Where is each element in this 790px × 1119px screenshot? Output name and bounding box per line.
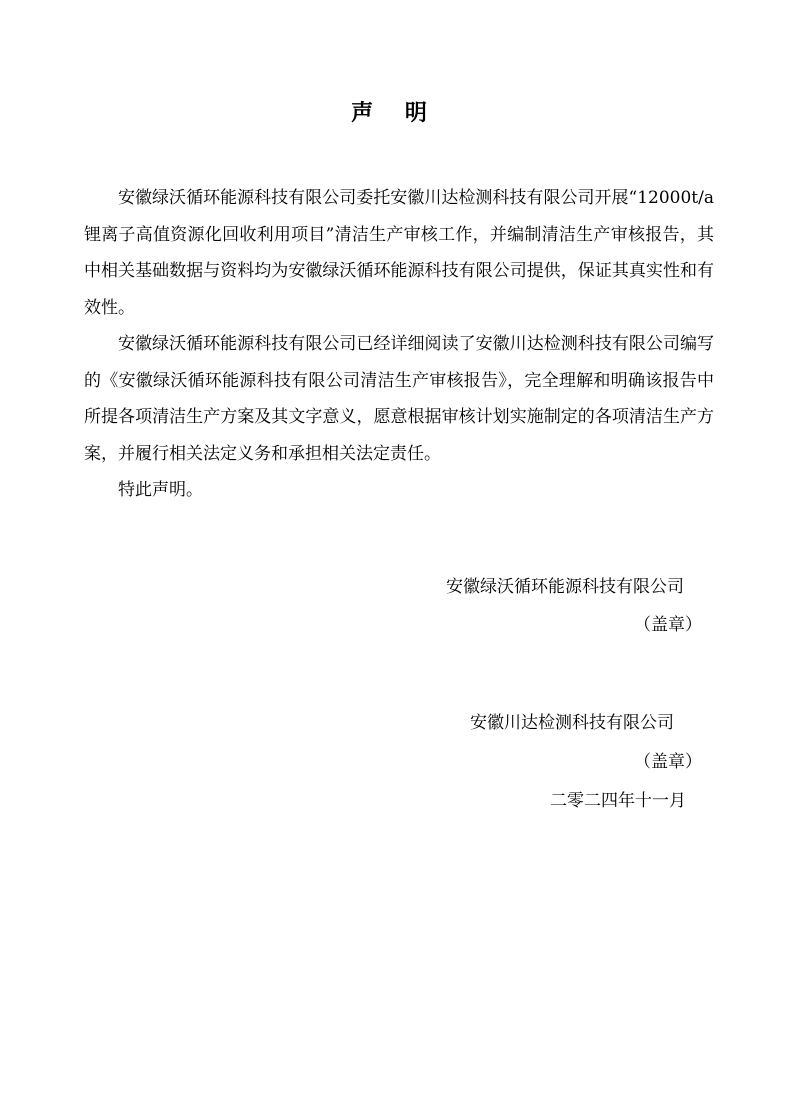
declaration-body	[84, 180, 714, 509]
page-title: 声 明	[351, 101, 439, 126]
seal-placeholder-1: （盖章）	[634, 615, 702, 635]
signature-company-1: 安徽绿沃循环能源科技有限公司	[446, 577, 684, 597]
paragraph-entrustment: 安徽绿沃循环能源科技有限公司委托安徽川达检测科技有限公司开展“12000t/a锂离子高值资源化回收利用项目”清洁生产审核工作，并编制清洁生产审核报告，其中相关基础数据与资料均为安徽绿沃循环能源科技有限公司提供，保证其真实性和有效性。	[84, 188, 714, 318]
seal-placeholder-2: （盖章）	[634, 752, 702, 772]
signature-date: 二零二四年十一月	[550, 791, 686, 811]
paragraph-commitment: 安徽绿沃循环能源科技有限公司已经详细阅读了安徽川达检测科技有限公司编写的《安徽绿沃循环能源科技有限公司清洁生产审核报告》，完全理解和明确该报告中所提各项清洁生产方案及其文字意义，愿意根据审核计划实施制定的各项清洁生产方案，并履行相关法定义务和承担相关法定责任。	[84, 334, 714, 464]
signature-company-2: 安徽川达检测科技有限公司	[470, 713, 674, 733]
paragraph-closing: 特此声明。	[118, 480, 203, 500]
